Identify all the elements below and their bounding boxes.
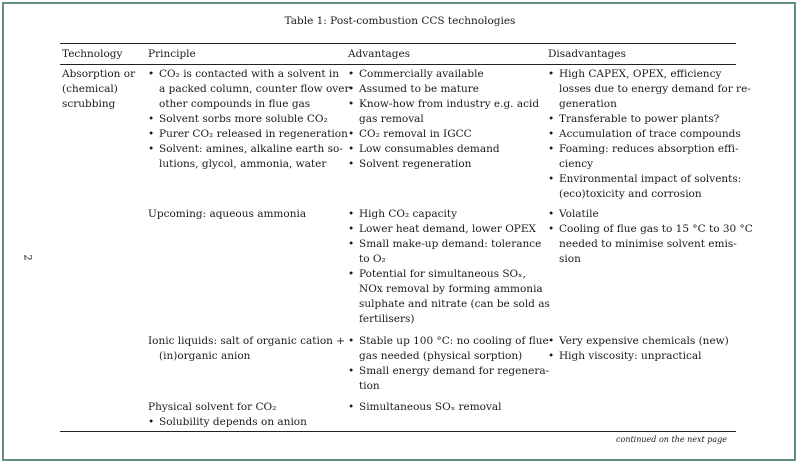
row-1-advantages [348, 207, 550, 327]
cell-line: gas needed (physical sorption) [359, 350, 523, 362]
bullet-item: • Accumulation of trace compounds [548, 127, 751, 142]
cell-line: fertilisers) [359, 313, 415, 325]
bullet-item: • Commercially available [348, 67, 539, 82]
bullet-item: • Solvent: amines, alkaline earth so- [148, 142, 349, 157]
bullet-item: • Simultaneous SOₓ removal [348, 400, 502, 415]
row-2-advantages [348, 334, 549, 394]
bullet-item: • High CO₂ capacity [348, 207, 550, 222]
bullet-item: • Small energy demand for regenera- [348, 364, 549, 379]
bullet-item: • Lower heat demand, lower OPEX [348, 222, 550, 237]
cell-line: gas removal [359, 113, 424, 125]
table-caption: Table 1: Post-combustion CCS technologies [284, 15, 516, 27]
cell-line: (in)organic anion [159, 350, 251, 362]
cell-line: Upcoming: aqueous ammonia [148, 208, 307, 220]
cell-line: generation [559, 98, 617, 110]
continued-note: continued on the next page [616, 435, 727, 444]
bullet-item: • Solvent sorbs more soluble CO₂ [148, 112, 349, 127]
cell-line: to O₂ [359, 253, 386, 265]
bullet-item: • Assumed to be mature [348, 82, 539, 97]
header-principle: Principle [148, 48, 196, 60]
page-number: 2 [21, 254, 33, 261]
cell-line: ciency [559, 158, 594, 170]
bullet-item: • Potential for simultaneous SOₓ, [348, 267, 550, 282]
cell-line: Physical solvent for CO₂ [148, 401, 277, 413]
bullet-item: • Environmental impact of solvents: [548, 172, 751, 187]
cell-line: (eco)toxicity and corrosion [559, 188, 702, 200]
bullet-item: • Foaming: reduces absorption effi- [548, 142, 751, 157]
row-1-principle [148, 207, 306, 222]
bullet-item: • Transferable to power plants? [548, 112, 751, 127]
header-advantages: Advantages [348, 48, 411, 60]
cell-line: NOx removal by forming ammonia [359, 283, 543, 295]
table-top-rule [60, 43, 736, 44]
row-0-advantages [348, 67, 539, 172]
row-3-advantages [348, 400, 502, 415]
bullet-item: • Purer CO₂ released in regeneration [148, 127, 349, 142]
row-0-disadvantages [548, 67, 751, 202]
cell-line: lutions, glycol, ammonia, water [159, 158, 327, 170]
bullet-item: • High viscosity: unpractical [548, 349, 729, 364]
row-2-disadvantages [548, 334, 729, 364]
row-3-principle [148, 400, 307, 430]
cell-line: tion [359, 380, 380, 392]
cell-line: Ionic liquids: salt of organic cation + [148, 335, 346, 347]
cell-line: needed to minimise solvent emis- [559, 238, 737, 250]
bullet-item: • Volatile [548, 207, 753, 222]
cell-line: scrubbing [62, 98, 116, 110]
bullet-item: • CO₂ is contacted with a solvent in [148, 67, 349, 82]
bullet-item: • Stable up 100 °C: no cooling of flue [348, 334, 549, 349]
bullet-item: • High CAPEX, OPEX, efficiency [548, 67, 751, 82]
bullet-item: • Solvent regeneration [348, 157, 539, 172]
row-2-principle [148, 334, 345, 364]
cell-line: (chemical) [62, 83, 118, 95]
cell-line: a packed column, counter flow over [159, 83, 350, 95]
bullet-item: • Solubility depends on anion [148, 415, 307, 430]
row-0-principle [148, 67, 349, 172]
bullet-item: • Low consumables demand [348, 142, 539, 157]
cell-line: other compounds in flue gas [159, 98, 311, 110]
row-1-disadvantages [548, 207, 753, 267]
header-disadvantages: Disadvantages [548, 48, 626, 60]
bullet-item: • Know-how from industry e.g. acid [348, 97, 539, 112]
cell-line: sulphate and nitrate (can be sold as [359, 298, 550, 310]
cell-line: losses due to energy demand for re- [559, 83, 751, 95]
cell-line: Absorption or [62, 68, 136, 80]
table-header-rule [60, 64, 736, 65]
bullet-item: • CO₂ removal in IGCC [348, 127, 539, 142]
cell-line: sion [559, 253, 581, 265]
bullet-item: • Small make-up demand: tolerance [348, 237, 550, 252]
row-0-technology [62, 67, 135, 112]
bullet-item: • Very expensive chemicals (new) [548, 334, 729, 349]
bullet-item: • Cooling of flue gas to 15 °C to 30 °C [548, 222, 753, 237]
header-technology: Technology [62, 48, 123, 60]
table-bottom-rule [60, 431, 736, 432]
